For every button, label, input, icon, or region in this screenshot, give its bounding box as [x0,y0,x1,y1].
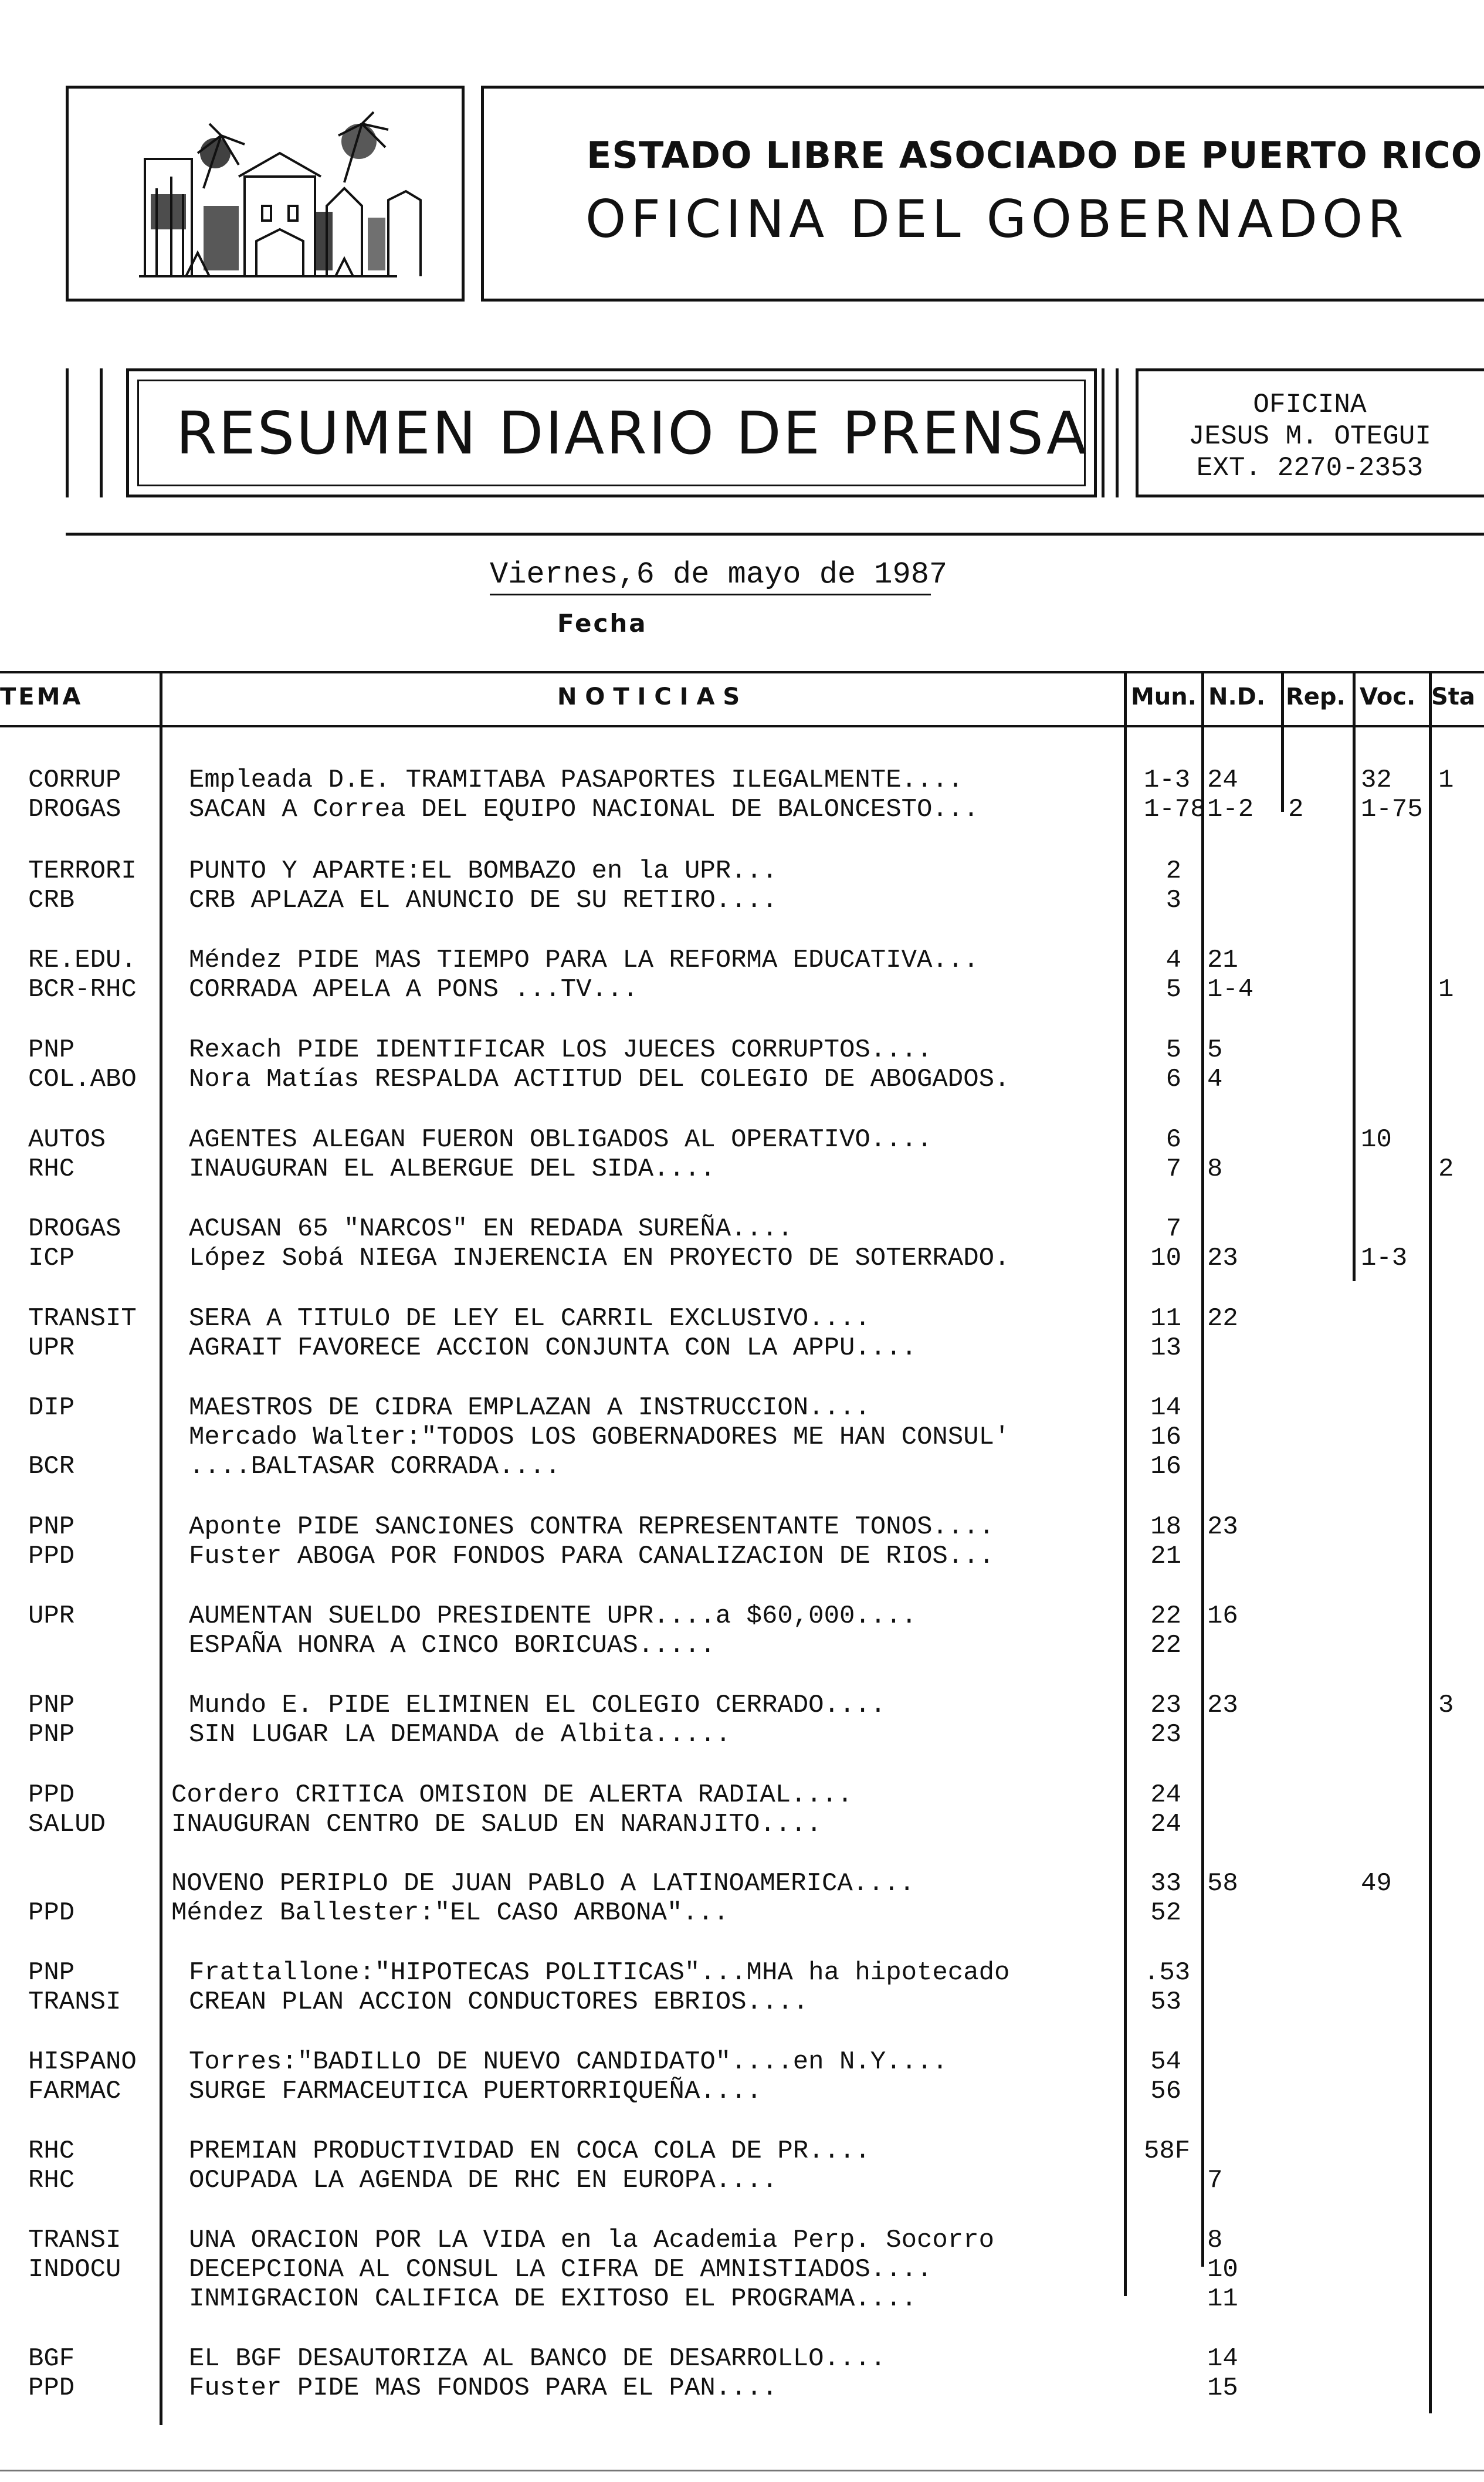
table-row [0,1780,1484,1810]
row-headline: MAESTROS DE CIDRA EMPLAZAN A INSTRUCCION.... [189,1393,870,1423]
table-row [0,1869,1484,1898]
row-headline: Rexach PIDE IDENTIFICAR LOS JUECES CORRUPTOS.... [189,1035,933,1065]
row-headline: ....BALTASAR CORRADA.... [189,1452,561,1481]
row-tema: PPD [28,2373,75,2403]
row-tema: DROGAS [28,1214,121,1244]
row-tema: UPR [28,1333,75,1363]
row-headline: CREAN PLAN ACCION CONDUCTORES EBRIOS.... [189,1987,809,2017]
row-headline: SACAN A Correa DEL EQUIPO NACIONAL DE BALONCESTO... [189,795,979,824]
row-mun: 54 [1150,2047,1181,2077]
row-voc: 49 [1361,1869,1392,1898]
row-headline: Fuster PIDE MAS FONDOS PARA EL PAN.... [189,2373,778,2403]
row-nd: 5 [1207,1035,1223,1065]
table-row [0,1423,1484,1452]
row-mun: 56 [1150,2077,1181,2106]
row-sta: 2 [1438,1154,1454,1184]
row-headline: Frattallone:"HIPOTECAS POLITICAS"...MHA ha hipotecado [189,1958,1010,1987]
row-tema: PPD [28,1542,75,1571]
row-nd: 21 [1207,946,1238,975]
row-nd: 16 [1207,1601,1238,1631]
table-row [0,1542,1484,1571]
row-tema: PNP [28,1958,75,1987]
row-headline: SERA A TITULO DE LEY EL CARRIL EXCLUSIVO.... [189,1304,870,1333]
row-mun: 6 [1165,1065,1181,1094]
row-mun: 53 [1150,1987,1181,2017]
col-header-voc: Voc. [1360,683,1416,710]
row-nd: 10 [1207,2255,1238,2284]
row-tema: TRANSI [28,1987,121,2017]
row-tema: DIP [28,1393,75,1423]
row-tema: HISPANO [28,2047,137,2077]
row-mun: 58F [1144,2136,1191,2166]
row-tema: ICP [28,1244,75,1273]
row-mun: 24 [1150,1780,1181,1810]
row-headline: DECEPCIONA AL CONSUL LA CIFRA DE AMNISTIADOS.... [189,2255,933,2284]
row-headline: Fuster ABOGA POR FONDOS PARA CANALIZACION DE RIOS... [189,1542,995,1571]
table-row [0,1601,1484,1631]
row-nd: 11 [1207,2284,1238,2314]
row-tema: COL.ABO [28,1065,137,1094]
table-row [0,2284,1484,2314]
row-tema: BCR-RHC [28,975,137,1004]
col-header-noticias: N O T I C I A S [557,683,740,710]
row-headline: NOVENO PERIPLO DE JUAN PABLO A LATINOAMERICA.... [171,1869,915,1898]
col-header-rep: Rep. [1286,683,1346,710]
row-nd: 1-2 [1207,795,1254,824]
row-tema: RHC [28,2136,75,2166]
row-mun: 16 [1150,1452,1181,1481]
row-tema: PNP [28,1691,75,1720]
row-mun: 6 [1165,1125,1181,1154]
row-headline: INAUGURAN EL ALBERGUE DEL SIDA.... [189,1154,716,1184]
table-row [0,2226,1484,2255]
col-header-nd: N.D. [1208,683,1266,710]
row-mun: 33 [1150,1869,1181,1898]
row-mun: 4 [1165,946,1181,975]
table-row [0,946,1484,975]
row-mun: 22 [1150,1601,1181,1631]
row-headline: Nora Matías RESPALDA ACTITUD DEL COLEGIO DE ABOGADOS. [189,1065,1010,1094]
row-mun: 1-3 [1144,766,1191,795]
office-contact-line2: JESUS M. OTEGUI [1188,421,1432,452]
row-nd: 1-4 [1207,975,1254,1004]
row-tema: TRANSIT [28,1304,137,1333]
table-row [0,1631,1484,1660]
row-tema: PNP [28,1035,75,1065]
row-tema: PNP [28,1512,75,1542]
row-tema: TERRORI [28,856,137,886]
table-row [0,1125,1484,1154]
right-rule-1 [1102,368,1104,497]
row-tema: RHC [28,2166,75,2195]
table-row [0,1393,1484,1423]
table-row [0,1898,1484,1928]
table-row [0,1987,1484,2017]
table-row [0,2166,1484,2195]
row-headline: Torres:"BADILLO DE NUEVO CANDIDATO"....en N.Y.... [189,2047,948,2077]
row-nd: 7 [1207,2166,1223,2195]
building-sketch-icon [69,89,462,299]
state-name: ESTADO LIBRE ASOCIADO DE PUERTO RICO [587,134,1483,177]
row-mun: 18 [1150,1512,1181,1542]
table-row [0,1691,1484,1720]
row-rep: 2 [1288,795,1304,824]
row-mun: 5 [1165,975,1181,1004]
row-headline: CRB APLAZA EL ANUNCIO DE SU RETIRO.... [189,886,778,915]
table-row [0,1512,1484,1542]
row-headline: Méndez Ballester:"EL CASO ARBONA"... [171,1898,729,1928]
row-headline: INMIGRACION CALIFICA DE EXITOSO EL PROGRAMA.... [189,2284,917,2314]
table-row [0,1333,1484,1363]
col-header-tema: TEMA [0,683,83,710]
row-tema: PPD [28,1780,75,1810]
row-headline: Aponte PIDE SANCIONES CONTRA REPRESENTANTE TONOS.... [189,1512,995,1542]
table-row [0,1154,1484,1184]
row-headline: ESPAÑA HONRA A CINCO BORICUAS..... [189,1631,716,1660]
row-mun: 5 [1165,1035,1181,1065]
table-header-rule [0,725,1484,727]
row-tema: FARMAC [28,2077,121,2106]
table-row [0,766,1484,795]
row-headline: ACUSAN 65 "NARCOS" EN REDADA SUREÑA.... [189,1214,793,1244]
row-voc: 1-3 [1361,1244,1408,1273]
table-row [0,2077,1484,2106]
table-row [0,1065,1484,1094]
row-mun: 14 [1150,1393,1181,1423]
col-header-mun: Mun. [1131,683,1197,710]
row-headline: Cordero CRITICA OMISION DE ALERTA RADIAL.... [171,1780,853,1810]
row-headline: PREMIAN PRODUCTIVIDAD EN COCA COLA DE PR.... [189,2136,870,2166]
row-mun: 3 [1165,886,1181,915]
table-row [0,2047,1484,2077]
row-mun: 13 [1150,1333,1181,1363]
row-headline: Mundo E. PIDE ELIMINEN EL COLEGIO CERRADO.... [189,1691,886,1720]
table-row [0,2255,1484,2284]
row-headline: UNA ORACION POR LA VIDA en la Academia Perp. Socorro [189,2226,995,2255]
row-nd: 14 [1207,2344,1238,2373]
date-underline [490,594,931,595]
row-tema: AUTOS [28,1125,106,1154]
row-voc: 1-75 [1361,795,1423,824]
row-headline: AUMENTAN SUELDO PRESIDENTE UPR....a $60,000.... [189,1601,917,1631]
row-headline: INAUGURAN CENTRO DE SALUD EN NARANJITO.... [171,1810,822,1839]
row-tema: INDOCU [28,2255,121,2284]
row-headline: SURGE FARMACEUTICA PUERTORRIQUEÑA.... [189,2077,762,2106]
row-nd: 15 [1207,2373,1238,2403]
row-tema: BCR [28,1452,75,1481]
row-headline: PUNTO Y APARTE:EL BOMBAZO en la UPR... [189,856,778,886]
table-row [0,886,1484,915]
table-row [0,2136,1484,2166]
row-voc: 10 [1361,1125,1392,1154]
row-mun: 23 [1150,1720,1181,1749]
row-tema: CORRUP [28,766,121,795]
col-header-sta: Sta [1431,683,1475,710]
table-row [0,795,1484,824]
row-headline: OCUPADA LA AGENDA DE RHC EN EUROPA.... [189,2166,778,2195]
right-rule-2 [1116,368,1119,497]
table-row [0,1452,1484,1481]
date-value: Viernes,6 de mayo de 1987 [490,557,948,592]
row-mun: 16 [1150,1423,1181,1452]
table-row [0,1214,1484,1244]
row-tema: DROGAS [28,795,121,824]
page-bottom-rule [0,2470,1484,2471]
table-row [0,975,1484,1004]
row-headline: Mercado Walter:"TODOS LOS GOBERNADORES ME HAN CONSUL' [189,1423,1010,1452]
table-row [0,856,1484,886]
row-mun: 52 [1150,1898,1181,1928]
table-top-rule [0,671,1484,673]
row-tema: SALUD [28,1810,106,1839]
row-mun: 21 [1150,1542,1181,1571]
row-nd: 8 [1207,2226,1223,2255]
row-tema: CRB [28,886,75,915]
row-nd: 8 [1207,1154,1223,1184]
table-row [0,1244,1484,1273]
row-mun: 2 [1165,856,1181,886]
office-name: OFICINA DEL GOBERNADOR [585,189,1408,249]
left-rule-2 [100,368,103,497]
row-sta: 3 [1438,1691,1454,1720]
row-headline: Méndez PIDE MAS TIEMPO PARA LA REFORMA EDUCATIVA... [189,946,979,975]
row-tema: RHC [28,1154,75,1184]
row-nd: 58 [1207,1869,1238,1898]
row-headline: SIN LUGAR LA DEMANDA de Albita..... [189,1720,731,1749]
table-row [0,1958,1484,1987]
row-mun: 7 [1165,1154,1181,1184]
row-mun: .53 [1144,1958,1191,1987]
row-tema: RE.EDU. [28,946,137,975]
table-row [0,1035,1484,1065]
row-nd: 23 [1207,1691,1238,1720]
row-nd: 4 [1207,1065,1223,1094]
row-mun: 7 [1165,1214,1181,1244]
row-headline: AGRAIT FAVORECE ACCION CONJUNTA CON LA APPU.... [189,1333,917,1363]
row-mun: 23 [1150,1691,1181,1720]
row-voc: 32 [1361,766,1392,795]
row-mun: 10 [1150,1244,1181,1273]
row-mun: 24 [1150,1810,1181,1839]
office-contact-line3: EXT. 2270-2353 [1196,453,1424,483]
table-row [0,1304,1484,1333]
row-nd: 23 [1207,1512,1238,1542]
row-sta: 1 [1438,975,1454,1004]
logo-frame [66,86,465,302]
row-headline: AGENTES ALEGAN FUERON OBLIGADOS AL OPERATIVO.... [189,1125,933,1154]
row-nd: 23 [1207,1244,1238,1273]
report-title: RESUMEN DIARIO DE PRENSA [176,399,1089,468]
office-contact-line1: OFICINA [1253,390,1367,420]
row-tema: PNP [28,1720,75,1749]
row-headline: EL BGF DESAUTORIZA AL BANCO DE DESARROLLO.... [189,2344,886,2373]
header-divider [66,533,1484,536]
row-sta: 1 [1438,766,1454,795]
row-headline: López Sobá NIEGA INJERENCIA EN PROYECTO DE SOTERRADO. [189,1244,1010,1273]
table-row [0,1810,1484,1839]
table-row [0,2373,1484,2403]
row-headline: Empleada D.E. TRAMITABA PASAPORTES ILEGALMENTE.... [189,766,964,795]
row-mun: 11 [1150,1304,1181,1333]
row-headline: CORRADA APELA A PONS ...TV... [189,975,638,1004]
left-rule-1 [66,368,69,497]
table-row [0,2344,1484,2373]
row-tema: TRANSI [28,2226,121,2255]
row-nd: 24 [1207,766,1238,795]
row-nd: 22 [1207,1304,1238,1333]
row-tema: PPD [28,1898,75,1928]
date-label: Fecha [557,609,648,638]
table-row [0,1720,1484,1749]
row-tema: BGF [28,2344,75,2373]
row-tema: UPR [28,1601,75,1631]
row-mun: 22 [1150,1631,1181,1660]
row-mun: 1-78 [1144,795,1206,824]
